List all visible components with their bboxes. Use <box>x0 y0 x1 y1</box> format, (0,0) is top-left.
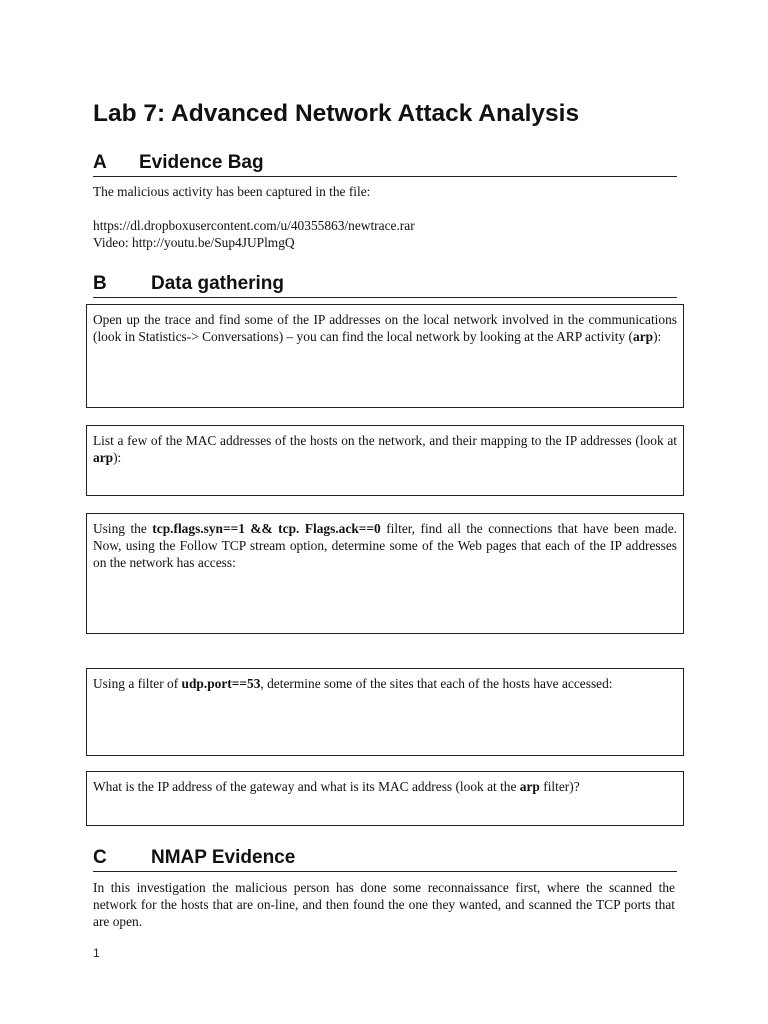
file-link[interactable]: https://dl.dropboxusercontent.com/u/40355863/newtrace.rar <box>93 218 415 233</box>
section-b-title: Data gathering <box>151 273 285 294</box>
question-text: List a few of the MAC addresses of the hosts on the network, and their mapping to the IP addresses (look at <box>93 433 677 448</box>
question-text: ): <box>113 450 122 465</box>
question-bold: arp <box>633 329 654 344</box>
question-bold: arp <box>93 450 114 465</box>
section-b-heading <box>93 273 677 298</box>
page-number: 1 <box>93 946 100 960</box>
section-a-letter: A <box>93 152 107 173</box>
question-bold: udp.port==53 <box>181 676 261 691</box>
question-text: Using the <box>93 521 153 536</box>
question-text: filter, find all the connections that have been made. Now, using the Follow TCP stream option, determine some of the Web pages that each of the IP addresses on the network has access: <box>93 521 678 570</box>
section-c-heading <box>93 847 677 872</box>
question-text: Open up the trace and find some of the IP addresses on the local network involved in the communications (look in Statistics-> Conversations) – you can find the local network by looking at the ARP activity ( <box>93 312 677 344</box>
section-a-title: Evidence Bag <box>139 152 264 173</box>
question-box-tcp-connections[interactable] <box>86 513 684 634</box>
question-text: , determine some of the sites that each of the hosts have accessed: <box>260 676 613 691</box>
question-box-mac-addresses[interactable] <box>86 425 684 496</box>
question-text: ): <box>653 329 662 344</box>
question-text: filter)? <box>539 779 580 794</box>
page-title: Lab 7: Advanced Network Attack Analysis <box>93 100 580 127</box>
question-text: What is the IP address of the gateway and what is its MAC address (look at the <box>93 779 520 794</box>
section-c-letter: C <box>93 847 107 868</box>
section-c-body: In this investigation the malicious person has done some reconnaissance first, where the scanned the network for the hosts that are on-line, and then found the one they wanted, and scanned the TCP ports that are open. <box>93 880 675 929</box>
section-b-letter: B <box>93 273 107 294</box>
section-c-title: NMAP Evidence <box>151 847 296 868</box>
section-a-intro: The malicious activity has been captured in the file: <box>93 184 371 199</box>
video-label: Video: <box>93 235 132 250</box>
section-a-heading <box>93 152 677 177</box>
question-bold: tcp.flags.syn==1 && tcp. Flags.ack==0 <box>152 521 381 536</box>
question-box-dns-sites[interactable] <box>86 668 684 756</box>
question-box-gateway[interactable] <box>86 771 684 826</box>
video-link[interactable]: http://youtu.be/Sup4JUPlmgQ <box>132 235 295 250</box>
question-box-ip-addresses[interactable] <box>86 304 684 408</box>
section-a-file-link <box>93 217 675 251</box>
question-text: Using a filter of <box>93 676 182 691</box>
question-bold: arp <box>519 779 540 794</box>
